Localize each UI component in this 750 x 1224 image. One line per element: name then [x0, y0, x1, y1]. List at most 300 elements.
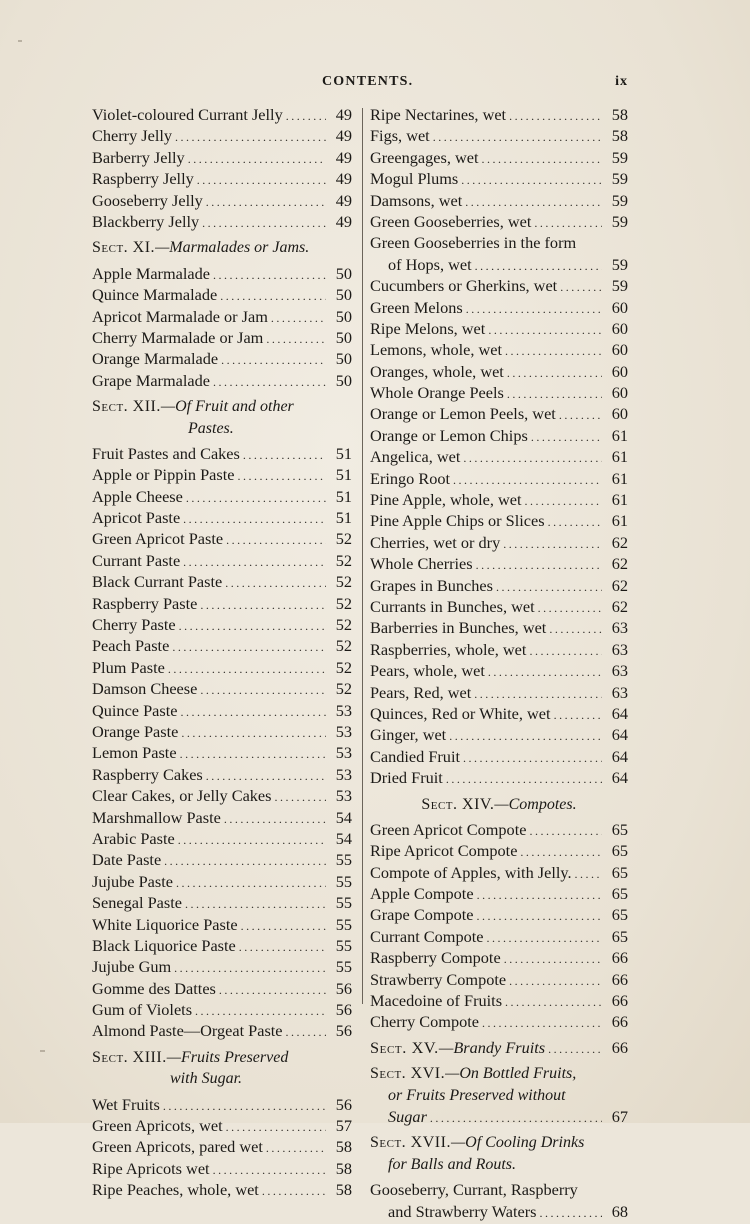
leader-dots	[275, 787, 327, 806]
entry-page: 63	[611, 618, 628, 638]
leader-dots	[213, 265, 326, 284]
leader-dots	[488, 320, 602, 339]
toc-entry	[370, 703, 628, 724]
entry-name: Raspberry Jelly	[92, 169, 194, 189]
leader-dots	[172, 637, 326, 656]
section-title-continued: or Fruits Preserved without	[388, 1086, 566, 1104]
entry-page: 50	[335, 306, 352, 326]
entry-page: 49	[335, 190, 352, 210]
toc-entry	[370, 819, 628, 840]
entry-name: Quinces, Red or White, wet	[370, 703, 551, 723]
entry-page: 61	[611, 425, 628, 445]
entry-name: Greengages, wet	[370, 147, 479, 167]
toc-entry	[370, 840, 628, 861]
leader-dots	[549, 619, 602, 638]
entry-page: 55	[335, 935, 352, 955]
toc-entry	[92, 892, 352, 913]
entry-page: 52	[335, 679, 352, 699]
entry-page: 58	[611, 126, 628, 146]
toc-entry	[92, 678, 352, 699]
toc-entry	[370, 904, 628, 925]
leader-dots	[482, 1013, 602, 1032]
entry-name: White Liquorice Paste	[92, 914, 238, 934]
entry-name: Pears, whole, wet	[370, 661, 485, 681]
leader-dots	[186, 488, 326, 507]
entry-name: Ripe Apricot Compote	[370, 841, 518, 861]
contents-right-column	[370, 104, 628, 1222]
toc-entry	[370, 339, 628, 360]
leader-dots	[503, 534, 602, 553]
toc-entry	[92, 742, 352, 763]
entry-name: Pears, Red, wet	[370, 682, 472, 702]
entry-name: Green Apricot Compote	[370, 819, 527, 839]
leader-dots	[271, 308, 326, 327]
toc-entry	[92, 871, 352, 892]
section-label: Sect. XIV.	[421, 795, 495, 813]
entry-page: 49	[335, 169, 352, 189]
entry-page: 52	[335, 636, 352, 656]
entry-page: 60	[611, 318, 628, 338]
entry-page: 57	[335, 1116, 352, 1136]
entry-page: 59	[611, 169, 628, 189]
toc-entry	[92, 807, 352, 828]
entry-name: Compote of Apples, with Jelly.	[370, 862, 572, 882]
toc-entry	[370, 190, 628, 211]
leader-dots	[180, 744, 326, 763]
entry-page: 58	[335, 1158, 352, 1178]
entry-name: Ripe Melons, wet	[370, 318, 486, 338]
entry-page: 56	[335, 978, 352, 998]
entry-page: 63	[611, 661, 628, 681]
leader-dots	[213, 1160, 326, 1179]
entry-page: 61	[611, 490, 628, 510]
entry-name: Dried Fruit	[370, 768, 443, 788]
entry-page: 55	[335, 914, 352, 934]
leader-dots	[531, 427, 602, 446]
entry-name: Green Gooseberries in the form	[370, 233, 577, 253]
entry-name: Gooseberry Jelly	[92, 190, 203, 210]
leader-dots	[524, 491, 602, 510]
entry-page: 62	[611, 596, 628, 616]
section-title-continued: Sugar	[388, 1107, 427, 1127]
leader-dots	[163, 1096, 326, 1115]
leader-dots	[225, 573, 326, 592]
entry-name: Figs, wet	[370, 126, 430, 146]
running-title: CONTENTS.	[322, 74, 414, 89]
toc-entry	[370, 724, 628, 745]
toc-entry	[92, 721, 352, 742]
entry-name: Pine Apple Chips or Slices	[370, 511, 545, 531]
toc-entry	[92, 528, 352, 549]
entry-name: Gum of Violets	[92, 1000, 193, 1020]
entry-name: Macedoine of Fruits	[370, 991, 503, 1011]
leader-dots	[540, 1203, 603, 1224]
entry-name: Cucumbers or Gherkins, wet	[370, 276, 558, 296]
entry-page: 52	[335, 550, 352, 570]
leader-dots	[237, 466, 326, 485]
entry-name: Candied Fruit	[370, 746, 460, 766]
entry-name: Orange or Lemon Peels, wet	[370, 404, 556, 424]
toc-entry	[92, 700, 352, 721]
leader-dots	[183, 552, 326, 571]
entry-page: 66	[611, 1037, 628, 1057]
toc-entry	[370, 746, 628, 767]
section-title: —Of Fruit and other	[160, 398, 294, 416]
toc-entry	[92, 999, 352, 1020]
leader-dots	[197, 170, 326, 189]
section-title: —On Bottled Fruits,	[445, 1065, 577, 1083]
entry-page: 60	[611, 340, 628, 360]
leader-dots	[213, 372, 326, 391]
entry-name: Grapes in Bunches	[370, 575, 493, 595]
leader-dots	[241, 916, 326, 935]
section-title: —Marmalades or Jams.	[155, 239, 310, 257]
entry-group-preserved-fruits	[370, 275, 628, 788]
entry-page: 66	[611, 969, 628, 989]
section-heading-xvii	[370, 1132, 628, 1175]
entry-name: Whole Orange Peels	[370, 383, 504, 403]
entry-name: Apple Marmalade	[92, 263, 210, 283]
leader-dots	[183, 509, 326, 528]
entry-page: 58	[335, 1180, 352, 1200]
entry-page: 50	[335, 349, 352, 369]
entry-name: Pine Apple, whole, wet	[370, 490, 522, 510]
toc-entry	[92, 370, 352, 391]
entry-name: Apple or Pippin Paste	[92, 465, 235, 485]
entry-page: 49	[335, 147, 352, 167]
entry-page: 53	[335, 721, 352, 741]
toc-entry	[370, 660, 628, 681]
entry-name: Peach Paste	[92, 636, 170, 656]
entry-page: 65	[611, 926, 628, 946]
entry-page: 52	[335, 593, 352, 613]
entry-page: 54	[335, 807, 352, 827]
entry-group-jellies	[92, 104, 352, 232]
entry-page: 65	[611, 884, 628, 904]
section-label: Sect. XIII.	[92, 1048, 167, 1066]
toc-entry	[92, 125, 352, 146]
leader-dots	[507, 363, 602, 382]
entry-group-wet-fruits-continued	[370, 104, 628, 232]
entry-page: 64	[611, 746, 628, 766]
entry-page: 68	[611, 1201, 628, 1221]
toc-entry	[92, 764, 352, 785]
leader-dots	[487, 928, 603, 947]
leader-dots	[200, 595, 326, 614]
toc-entry	[370, 947, 628, 968]
toc-entry	[92, 168, 352, 189]
section-label: Sect. XVI.	[370, 1065, 446, 1083]
entry-page: 52	[335, 529, 352, 549]
leader-dots	[226, 530, 326, 549]
entry-page: 50	[335, 370, 352, 390]
leader-dots	[286, 1022, 326, 1041]
leader-dots	[179, 616, 326, 635]
entry-page: 58	[611, 105, 628, 124]
toc-entry	[370, 575, 628, 596]
leader-dots	[168, 659, 326, 678]
toc-entry	[92, 635, 352, 656]
paper-blemish	[18, 40, 22, 42]
entry-page: 50	[335, 327, 352, 347]
entry-name: Jujube Paste	[92, 871, 173, 891]
toc-entry	[370, 990, 628, 1011]
toc-entry	[92, 147, 352, 168]
leader-dots	[174, 958, 326, 977]
toc-entry	[370, 168, 628, 189]
toc-entry	[92, 327, 352, 348]
leader-dots	[180, 702, 326, 721]
entry-name: Green Melons	[370, 297, 463, 317]
entry-name: Cherry Jelly	[92, 126, 173, 146]
entry-page: 49	[335, 105, 352, 124]
toc-entry	[92, 657, 352, 678]
entry-name: Oranges, whole, wet	[370, 361, 504, 381]
page-number: ix	[615, 74, 628, 89]
entry-name: Currant Compote	[370, 926, 484, 946]
entry-page: 56	[335, 1000, 352, 1020]
entry-page: 59	[611, 147, 628, 167]
leader-dots	[477, 906, 602, 925]
toc-entry	[370, 468, 628, 489]
toc-entry	[370, 596, 628, 617]
toc-entry	[92, 785, 352, 806]
entry-page: 60	[611, 361, 628, 381]
entry-name: Quince Paste	[92, 700, 178, 720]
toc-entry	[370, 211, 628, 232]
entry-name: Ripe Nectarines, wet	[370, 105, 507, 124]
toc-entry	[92, 614, 352, 635]
entry-page: 62	[611, 554, 628, 574]
entry-name: Date Paste	[92, 850, 162, 870]
leader-dots	[488, 662, 602, 681]
entry-name: Cherry Marmalade or Jam	[92, 327, 264, 347]
entry-page: 53	[335, 786, 352, 806]
entry-page: 59	[611, 254, 628, 274]
leader-dots	[243, 445, 326, 464]
entry-page: 53	[335, 700, 352, 720]
toc-entry	[92, 978, 352, 999]
entry-name-continued: of Hops, wet	[388, 254, 472, 274]
toc-entry	[92, 464, 352, 485]
entry-name: Blackberry Jelly	[92, 211, 200, 231]
leader-dots	[266, 329, 326, 348]
toc-entry	[92, 348, 352, 369]
section-title: —Of Cooling Drinks	[450, 1134, 585, 1152]
leader-dots	[200, 680, 326, 699]
toc-entry	[370, 425, 628, 446]
entry-page: 65	[611, 862, 628, 882]
leader-dots	[188, 149, 326, 168]
entry-name: Currant Paste	[92, 550, 181, 570]
entry-name: Eringo Root	[370, 468, 451, 488]
leader-dots	[221, 350, 326, 369]
entry-page: 55	[335, 893, 352, 913]
entry-page: 51	[335, 508, 352, 528]
entry-name: Grape Marmalade	[92, 370, 210, 390]
leader-dots	[560, 277, 602, 296]
toc-entry	[370, 147, 628, 168]
leader-dots	[509, 971, 602, 990]
entry-page: 51	[335, 443, 352, 463]
toc-entry	[370, 403, 628, 424]
entry-name: Clear Cakes, or Jelly Cakes	[92, 786, 272, 806]
toc-entry	[370, 883, 628, 904]
toc-entry	[92, 104, 352, 125]
leader-dots	[548, 512, 602, 531]
section-label: Sect. XV.	[370, 1037, 439, 1057]
entry-page: 59	[611, 276, 628, 296]
entry-page: 52	[335, 615, 352, 635]
leader-dots	[206, 192, 326, 211]
entry-name: Ripe Peaches, whole, wet	[92, 1180, 259, 1200]
entry-page: 60	[611, 383, 628, 403]
leader-dots	[226, 1117, 326, 1136]
toc-entry	[370, 1011, 628, 1032]
leader-dots	[463, 748, 602, 767]
entry-name: Cherry Compote	[370, 1012, 479, 1032]
leader-dots	[496, 577, 602, 596]
entry-page: 50	[335, 285, 352, 305]
entry-name: Raspberries, whole, wet	[370, 639, 527, 659]
entry-page: 50	[335, 263, 352, 283]
entry-page: 55	[335, 850, 352, 870]
entry-name: Lemon Paste	[92, 743, 177, 763]
toc-entry	[92, 1179, 352, 1200]
entry-name: Green Apricot Paste	[92, 529, 224, 549]
entry-name: Barberry Jelly	[92, 147, 185, 167]
leader-dots	[181, 723, 326, 742]
entry-name: Whole Cherries	[370, 554, 473, 574]
leader-dots	[206, 766, 326, 785]
entry-page: 55	[335, 957, 352, 977]
entry-page: 52	[335, 572, 352, 592]
toc-entry-hops	[370, 232, 628, 275]
section-heading-xvi	[370, 1063, 628, 1127]
entry-page: 65	[611, 819, 628, 839]
leader-dots	[430, 1108, 602, 1127]
entry-page: 53	[335, 743, 352, 763]
toc-entry	[92, 306, 352, 327]
entry-name: Senegal Paste	[92, 893, 182, 913]
leader-dots	[504, 949, 602, 968]
entry-name: Violet-coloured Currant Jelly	[92, 105, 283, 124]
entry-page: 66	[611, 948, 628, 968]
entry-page: 53	[335, 764, 352, 784]
toc-entry	[92, 507, 352, 528]
leader-dots	[575, 864, 602, 883]
leader-dots	[449, 726, 602, 745]
leader-dots	[534, 213, 602, 232]
toc-entry	[92, 828, 352, 849]
entry-name: Wet Fruits	[92, 1094, 160, 1114]
leader-dots	[219, 980, 326, 999]
entry-name: Marshmallow Paste	[92, 807, 221, 827]
toc-entry	[370, 553, 628, 574]
leader-dots	[202, 213, 326, 232]
entry-group-marmalades	[92, 263, 352, 391]
contents-left-column	[92, 104, 352, 1201]
entry-name: Green Gooseberries, wet	[370, 211, 532, 231]
leader-dots	[433, 127, 602, 146]
section-title-continued: with Sugar.	[170, 1070, 243, 1088]
entry-name: Orange Paste	[92, 721, 179, 741]
leader-dots	[239, 937, 326, 956]
leader-dots	[559, 405, 602, 424]
entry-page: 62	[611, 575, 628, 595]
entry-name: Lemons, whole, wet	[370, 340, 503, 360]
toc-entry	[92, 190, 352, 211]
toc-entry	[92, 914, 352, 935]
entry-page: 60	[611, 404, 628, 424]
section-title: —Brandy Fruits	[438, 1037, 546, 1057]
entry-page: 62	[611, 532, 628, 552]
toc-entry	[370, 297, 628, 318]
leader-dots	[164, 851, 326, 870]
section-title-continued: Pastes.	[188, 419, 234, 437]
toc-entry	[92, 1158, 352, 1179]
entry-name: Quince Marmalade	[92, 285, 218, 305]
entry-page: 61	[611, 447, 628, 467]
entry-name: Gomme des Dattes	[92, 978, 216, 998]
toc-entry	[370, 969, 628, 990]
entry-name: Barberries in Bunches, wet	[370, 618, 547, 638]
section-label: Sect. XII.	[92, 398, 161, 416]
toc-entry	[370, 361, 628, 382]
entry-name: Angelica, wet	[370, 447, 461, 467]
toc-entry	[370, 104, 628, 125]
section-heading-xiii	[92, 1047, 352, 1090]
entry-page: 59	[611, 190, 628, 210]
entry-name: Green Apricots, wet	[92, 1116, 223, 1136]
toc-entry	[370, 617, 628, 638]
entry-page: 61	[611, 468, 628, 488]
toc-entry	[92, 1136, 352, 1157]
leader-dots	[286, 106, 326, 125]
section-heading-xi	[92, 237, 352, 258]
page-header	[322, 74, 628, 96]
entry-name: Raspberry Paste	[92, 593, 198, 613]
leader-dots	[475, 256, 602, 277]
leader-dots	[195, 1001, 326, 1020]
toc-entry	[370, 510, 628, 531]
entry-page: 64	[611, 725, 628, 745]
entry-name: Damson Cheese	[92, 679, 198, 699]
leader-dots	[185, 894, 326, 913]
leader-dots	[505, 992, 602, 1011]
entry-name: Orange Marmalade	[92, 349, 219, 369]
entry-name: Green Apricots, pared wet	[92, 1137, 263, 1157]
leader-dots	[463, 448, 602, 467]
leader-dots	[482, 149, 603, 168]
toc-entry	[370, 532, 628, 553]
toc-entry	[370, 926, 628, 947]
section-heading-xv	[370, 1037, 628, 1058]
leader-dots	[477, 885, 602, 904]
paper-blemish	[40, 1050, 45, 1052]
leader-dots	[507, 384, 602, 403]
toc-entry	[92, 443, 352, 464]
entry-name: Ripe Apricots wet	[92, 1158, 210, 1178]
leader-dots	[465, 192, 602, 211]
toc-entry	[370, 446, 628, 467]
entry-name: Grape Compote	[370, 905, 474, 925]
leader-dots	[176, 873, 326, 892]
toc-entry	[370, 862, 628, 883]
entry-name: Strawberry Compote	[370, 969, 507, 989]
toc-entry	[370, 275, 628, 296]
entry-page: 56	[335, 1021, 352, 1041]
